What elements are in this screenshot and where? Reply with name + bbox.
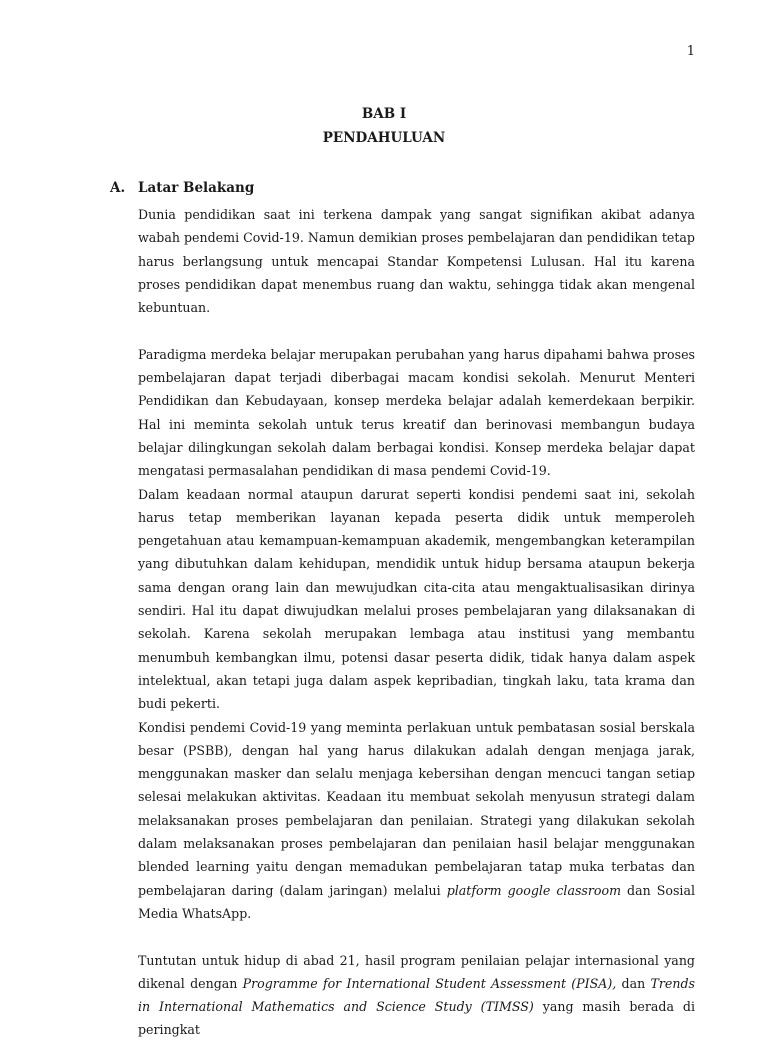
- paragraph-5-text: Tuntutan untuk hidup di abad 21, hasil program penilaian pelajar internasional yang dikenal dengan: [138, 952, 695, 991]
- paragraph-4-text: Kondisi pendemi Covid-19 yang meminta perlakuan untuk pembatasan sosial berskala besar (PSBB), dengan hal yang harus dilakukan adalah dengan menjaga jarak, menggunakan masker dan selalu menjaga kebersihan dengan mencuci tangan setiap selesai melakukan aktivitas. Keadaan itu membuat sekolah menyusun strategi dalam melaksanakan proses pembelajaran dan penilaian. Strategi yang dilakukan sekolah dalam melaksanakan proses pembelajaran dan penilaian hasil belajar menggunakan blended learning yaitu dengan memadukan pembelajaran tatap muka terbatas dan pembelajaran daring (dalam jaringan) melalui: [138, 719, 695, 898]
- paragraph-5-end: yang masih berada di peringkat: [138, 999, 695, 1038]
- page-number: 1: [686, 44, 695, 59]
- body-text: [138, 203, 695, 1042]
- paragraph-5-timss: Trends in International Mathematics and Science Study (TIMSS): [138, 975, 696, 1015]
- paragraph-2: Paradigma merdeka belajar merupakan perubahan yang harus dipahami bahwa proses pembelajaran dapat terjadi diberbagai macam kondisi sekolah. Menurut Menteri Pendidikan dan Kebudayaan, konsep merdeka belajar adalah kemerdekaan berpikir. Hal ini meminta sekolah untuk terus kreatif dan berinovasi membangun budaya belajar dilingkungan sekolah dalam berbagai kondisi. Konsep merdeka belajar dapat mengatasi permasalahan pendidikan di masa pendemi Covid-19.: [138, 346, 695, 479]
- section-letter: A.: [110, 180, 126, 196]
- paragraph-5: [138, 949, 695, 1042]
- section-heading: [110, 180, 254, 196]
- paragraph-1: Dunia pendidikan saat ini terkena dampak yang sangat signifikan akibat adanya wabah pendemi Covid-19. Namun demikian proses pembelajaran dan pendidikan tetap harus berlangsung untuk mencapai Standar Kompetensi Lulusan. Hal itu karena proses pendidikan dapat menembus ruang dan waktu, sehingga tidak akan mengenal kebuntuan.: [138, 207, 695, 316]
- paragraph-5-and: dan: [616, 975, 651, 991]
- paragraph-5-pisa: Programme for International Student Assessment (PISA),: [242, 975, 617, 991]
- chapter-label: BAB I: [361, 106, 407, 122]
- paragraph-4: [138, 716, 695, 926]
- paragraph-3: Dalam keadaan normal ataupun darurat seperti kondisi pendemi saat ini, sekolah harus tetap memberikan layanan kepada peserta didik untuk memperoleh pengetahuan atau kemampuan-kemampuan akademik, mengembangkan keterampilan yang dibutuhkan dalam kehidupan, mendidik untuk hidup bersama ataupun bekerja sama dengan orang lain dan mewujudkan cita-cita atau mengaktualisasikan dirinya sendiri. Hal itu dapat diwujudkan melalui proses pembelajaran yang dilaksanakan di sekolah. Karena sekolah merupakan lembaga atau institusi yang membantu menumbuh kembangkan ilmu, potensi dasar peserta didik, tidak hanya dalam aspek intelektual, akan tetapi juga dalam aspek kepribadian, tingkah laku, tata krama dan budi pekerti.: [138, 486, 695, 712]
- chapter-title: PENDAHULUAN: [322, 130, 446, 146]
- paragraph-4-end: dan Sosial Media WhatsApp.: [138, 882, 695, 921]
- section-title: Latar Belakang: [138, 180, 255, 196]
- paragraph-4-italic: platform google classroom: [446, 882, 622, 898]
